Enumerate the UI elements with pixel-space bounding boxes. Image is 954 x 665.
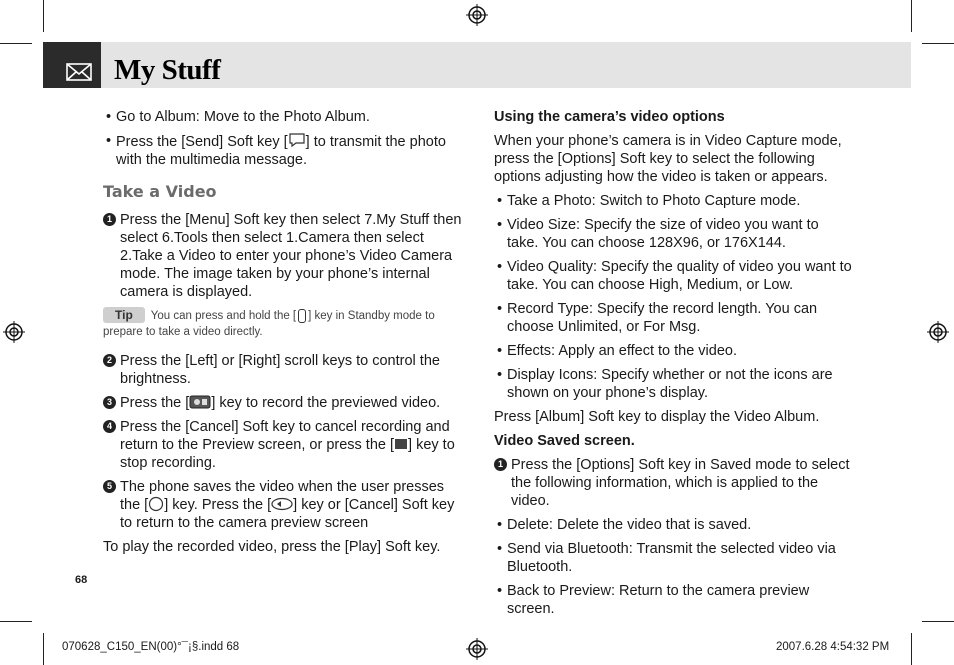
list-item: • Back to Preview: Return to the camera preview screen. <box>494 582 854 618</box>
registration-mark-icon <box>3 321 25 343</box>
registration-mark-icon <box>927 321 949 343</box>
list-item: • Take a Photo: Switch to Photo Capture mode. <box>494 192 854 210</box>
stop-key-icon <box>394 438 408 450</box>
step-number: 3 <box>103 396 116 409</box>
crop-mark <box>43 0 44 32</box>
list-item: • Display Icons: Specify whether or not the icons are shown on your phone’s display. <box>494 366 854 402</box>
step-number: 1 <box>494 458 507 471</box>
registration-mark-icon <box>466 4 488 26</box>
list-item: • Go to Album: Move to the Photo Album. <box>103 108 463 126</box>
list-item: • Video Quality: Specify the quality of video you want to take. You can choose High, Medium, or Low. <box>494 258 854 294</box>
step-item: 5 The phone saves the video when the user presses the [ ] key. Press the [ ] key or [Cancel] Soft key to return to the camera preview screen <box>103 478 463 532</box>
left-column <box>103 108 463 562</box>
envelope-icon <box>66 63 92 81</box>
page-title: My Stuff <box>114 54 221 86</box>
list-item: • Press the [Send] Soft key [ ] to transmit the photo with the multimedia message. <box>103 132 463 169</box>
step-number: 4 <box>103 420 116 433</box>
list-item: • Video Size: Specify the size of video you want to take. You can choose 128X96, or 176X144. <box>494 216 854 252</box>
list-item: • Send via Bluetooth: Transmit the selected video via Bluetooth. <box>494 540 854 576</box>
step-item <box>103 352 463 388</box>
right-column <box>494 108 854 624</box>
header-icon-box <box>43 42 101 88</box>
section-title: Take a Video <box>103 182 217 201</box>
closing-text: To play the recorded video, press the [Play] Soft key. <box>103 539 441 555</box>
tip-badge: Tip <box>103 307 145 323</box>
step-item <box>103 211 463 301</box>
camera-key-icon <box>298 309 306 323</box>
registration-mark-icon <box>466 638 488 660</box>
footer-timestamp: 2007.6.28 4:54:32 PM <box>776 641 890 653</box>
step-item: 3 Press the [ ] key to record the previewed video. <box>103 394 463 412</box>
step-number: 2 <box>103 354 116 367</box>
step-text: Press the [Menu] Soft key then select 7.My Stuff then select 6.Tools then select 1.Camera then select 2.Take a Video to enter your phone’s Video Camera mode. The image taken by your phone’s internal camera is displayed. <box>120 212 462 300</box>
intro-text: When your phone’s camera is in Video Capture mode, press the [Options] Soft key to select the following options adjusting how the video is taken or appears. <box>494 133 842 185</box>
section-heading: Using the camera’s video options <box>494 109 725 125</box>
list-item: • Record Type: Specify the record length. You can choose Unlimited, or For Msg. <box>494 300 854 336</box>
send-soft-key-icon <box>288 132 306 148</box>
step-item: 4 Press the [Cancel] Soft key to cancel recording and return to the Preview screen, or press the [ ] key to stop recording. <box>103 418 463 472</box>
step-number: 5 <box>103 480 116 493</box>
crop-mark <box>922 621 954 622</box>
crop-mark <box>0 43 32 44</box>
clear-key-icon <box>271 497 293 511</box>
page-number: 68 <box>75 574 88 586</box>
list-item: • Delete: Delete the video that is saved. <box>494 516 854 534</box>
record-key-icon <box>189 394 211 410</box>
album-text: Press [Album] Soft key to display the Video Album. <box>494 409 820 425</box>
crop-mark <box>43 633 44 665</box>
section-heading: Video Saved screen. <box>494 433 635 449</box>
step-number: 1 <box>103 213 116 226</box>
step-text: Press the [Left] or [Right] scroll keys to control the brightness. <box>120 353 440 387</box>
step-text: Press the [Options] Soft key in Saved mode to select the following information, which is applied to the video. <box>511 457 850 509</box>
crop-mark <box>911 633 912 665</box>
footer-filename: 070628_C150_EN(00)°¯¡§.indd 68 <box>62 641 240 653</box>
crop-mark <box>0 621 32 622</box>
crop-mark <box>911 0 912 32</box>
crop-mark <box>922 43 954 44</box>
list-item: • Effects: Apply an effect to the video. <box>494 342 854 360</box>
tip-note: Tip You can press and hold the [ ] key in Standby mode to prepare to take a video directly. <box>103 308 435 338</box>
step-item <box>494 456 854 510</box>
ok-key-icon <box>148 496 164 512</box>
